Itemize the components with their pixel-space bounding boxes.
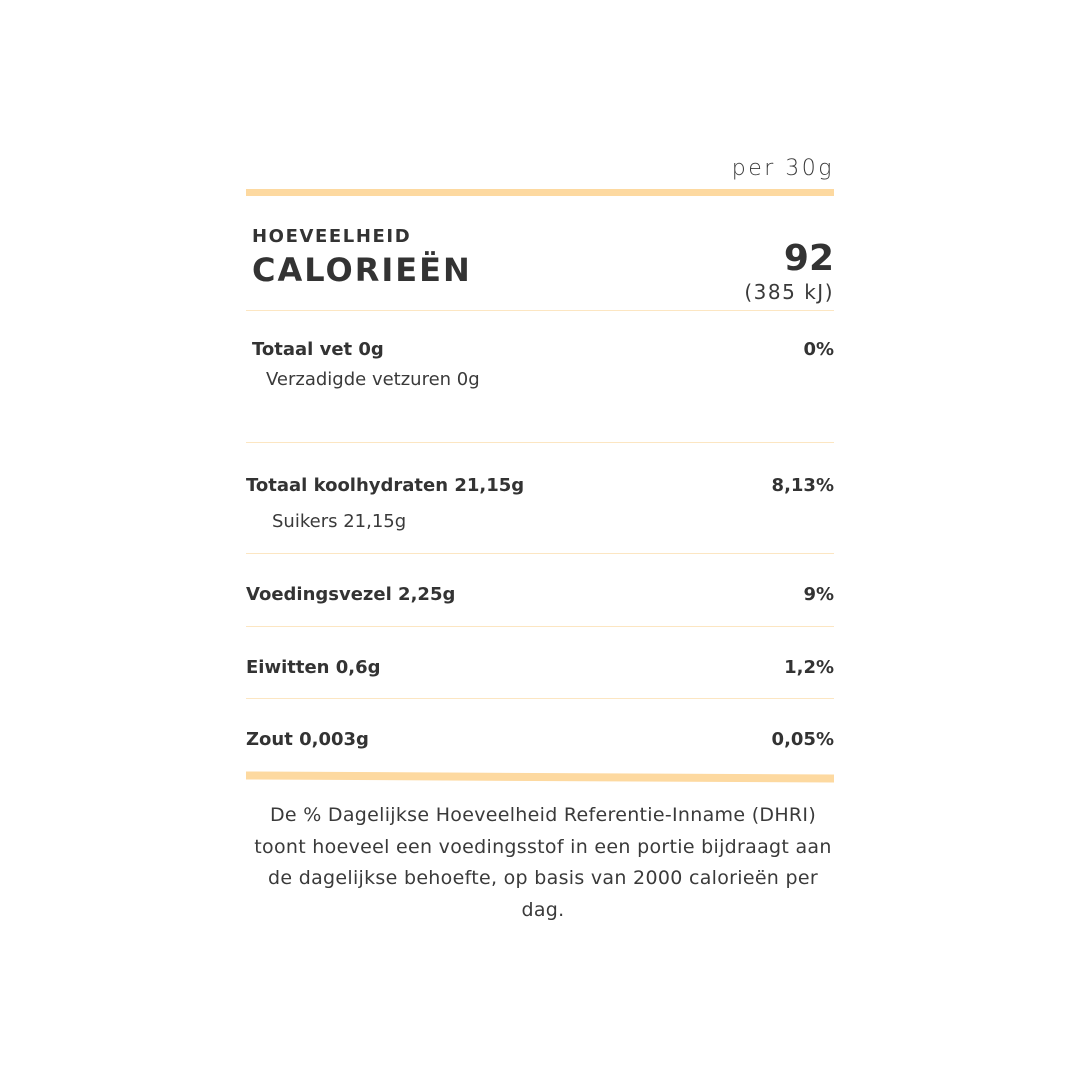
- serving-size: per 30g: [731, 156, 834, 181]
- nutrient-percent-salt: 0,05%: [771, 729, 834, 750]
- nutrient-sub-sugars: Suikers 21,15g: [272, 511, 407, 532]
- divider: [246, 442, 834, 443]
- nutrient-name-salt: Zout 0,003g: [246, 729, 369, 750]
- nutrient-percent-protein: 1,2%: [784, 657, 834, 678]
- nutrient-name-fat: Totaal vet 0g: [252, 339, 384, 360]
- divider: [246, 698, 834, 699]
- nutrient-percent-fat: 0%: [803, 339, 834, 360]
- footnote-text: De % Dagelijkse Hoeveelheid Referentie-Inname (DHRI) toont hoeveel een voedingsstof in een portie bijdraagt aan de dagelijkse behoefte, op basis van 2000 calorieën per dag.: [254, 804, 832, 921]
- nutrient-percent-carbohydrates: 8,13%: [771, 475, 834, 496]
- nutrient-name-carbohydrates: Totaal koolhydraten 21,15g: [246, 475, 525, 496]
- top-accent-bar: [246, 189, 834, 196]
- nutrient-percent-fiber: 9%: [803, 584, 834, 605]
- bottom-accent-bar: [246, 771, 834, 782]
- calories-kilojoules: (385 kJ): [744, 280, 834, 304]
- amount-label: HOEVEELHEID: [252, 226, 412, 247]
- divider: [246, 553, 834, 554]
- calories-value: 92: [783, 238, 834, 279]
- divider: [246, 310, 834, 311]
- nutrient-name-fiber: Voedingsvezel 2,25g: [246, 584, 456, 605]
- calories-label: CALORIEËN: [252, 251, 472, 289]
- nutrient-name-protein: Eiwitten 0,6g: [246, 657, 381, 678]
- nutrient-sub-saturated-fat: Verzadigde vetzuren 0g: [266, 369, 480, 390]
- divider: [246, 626, 834, 627]
